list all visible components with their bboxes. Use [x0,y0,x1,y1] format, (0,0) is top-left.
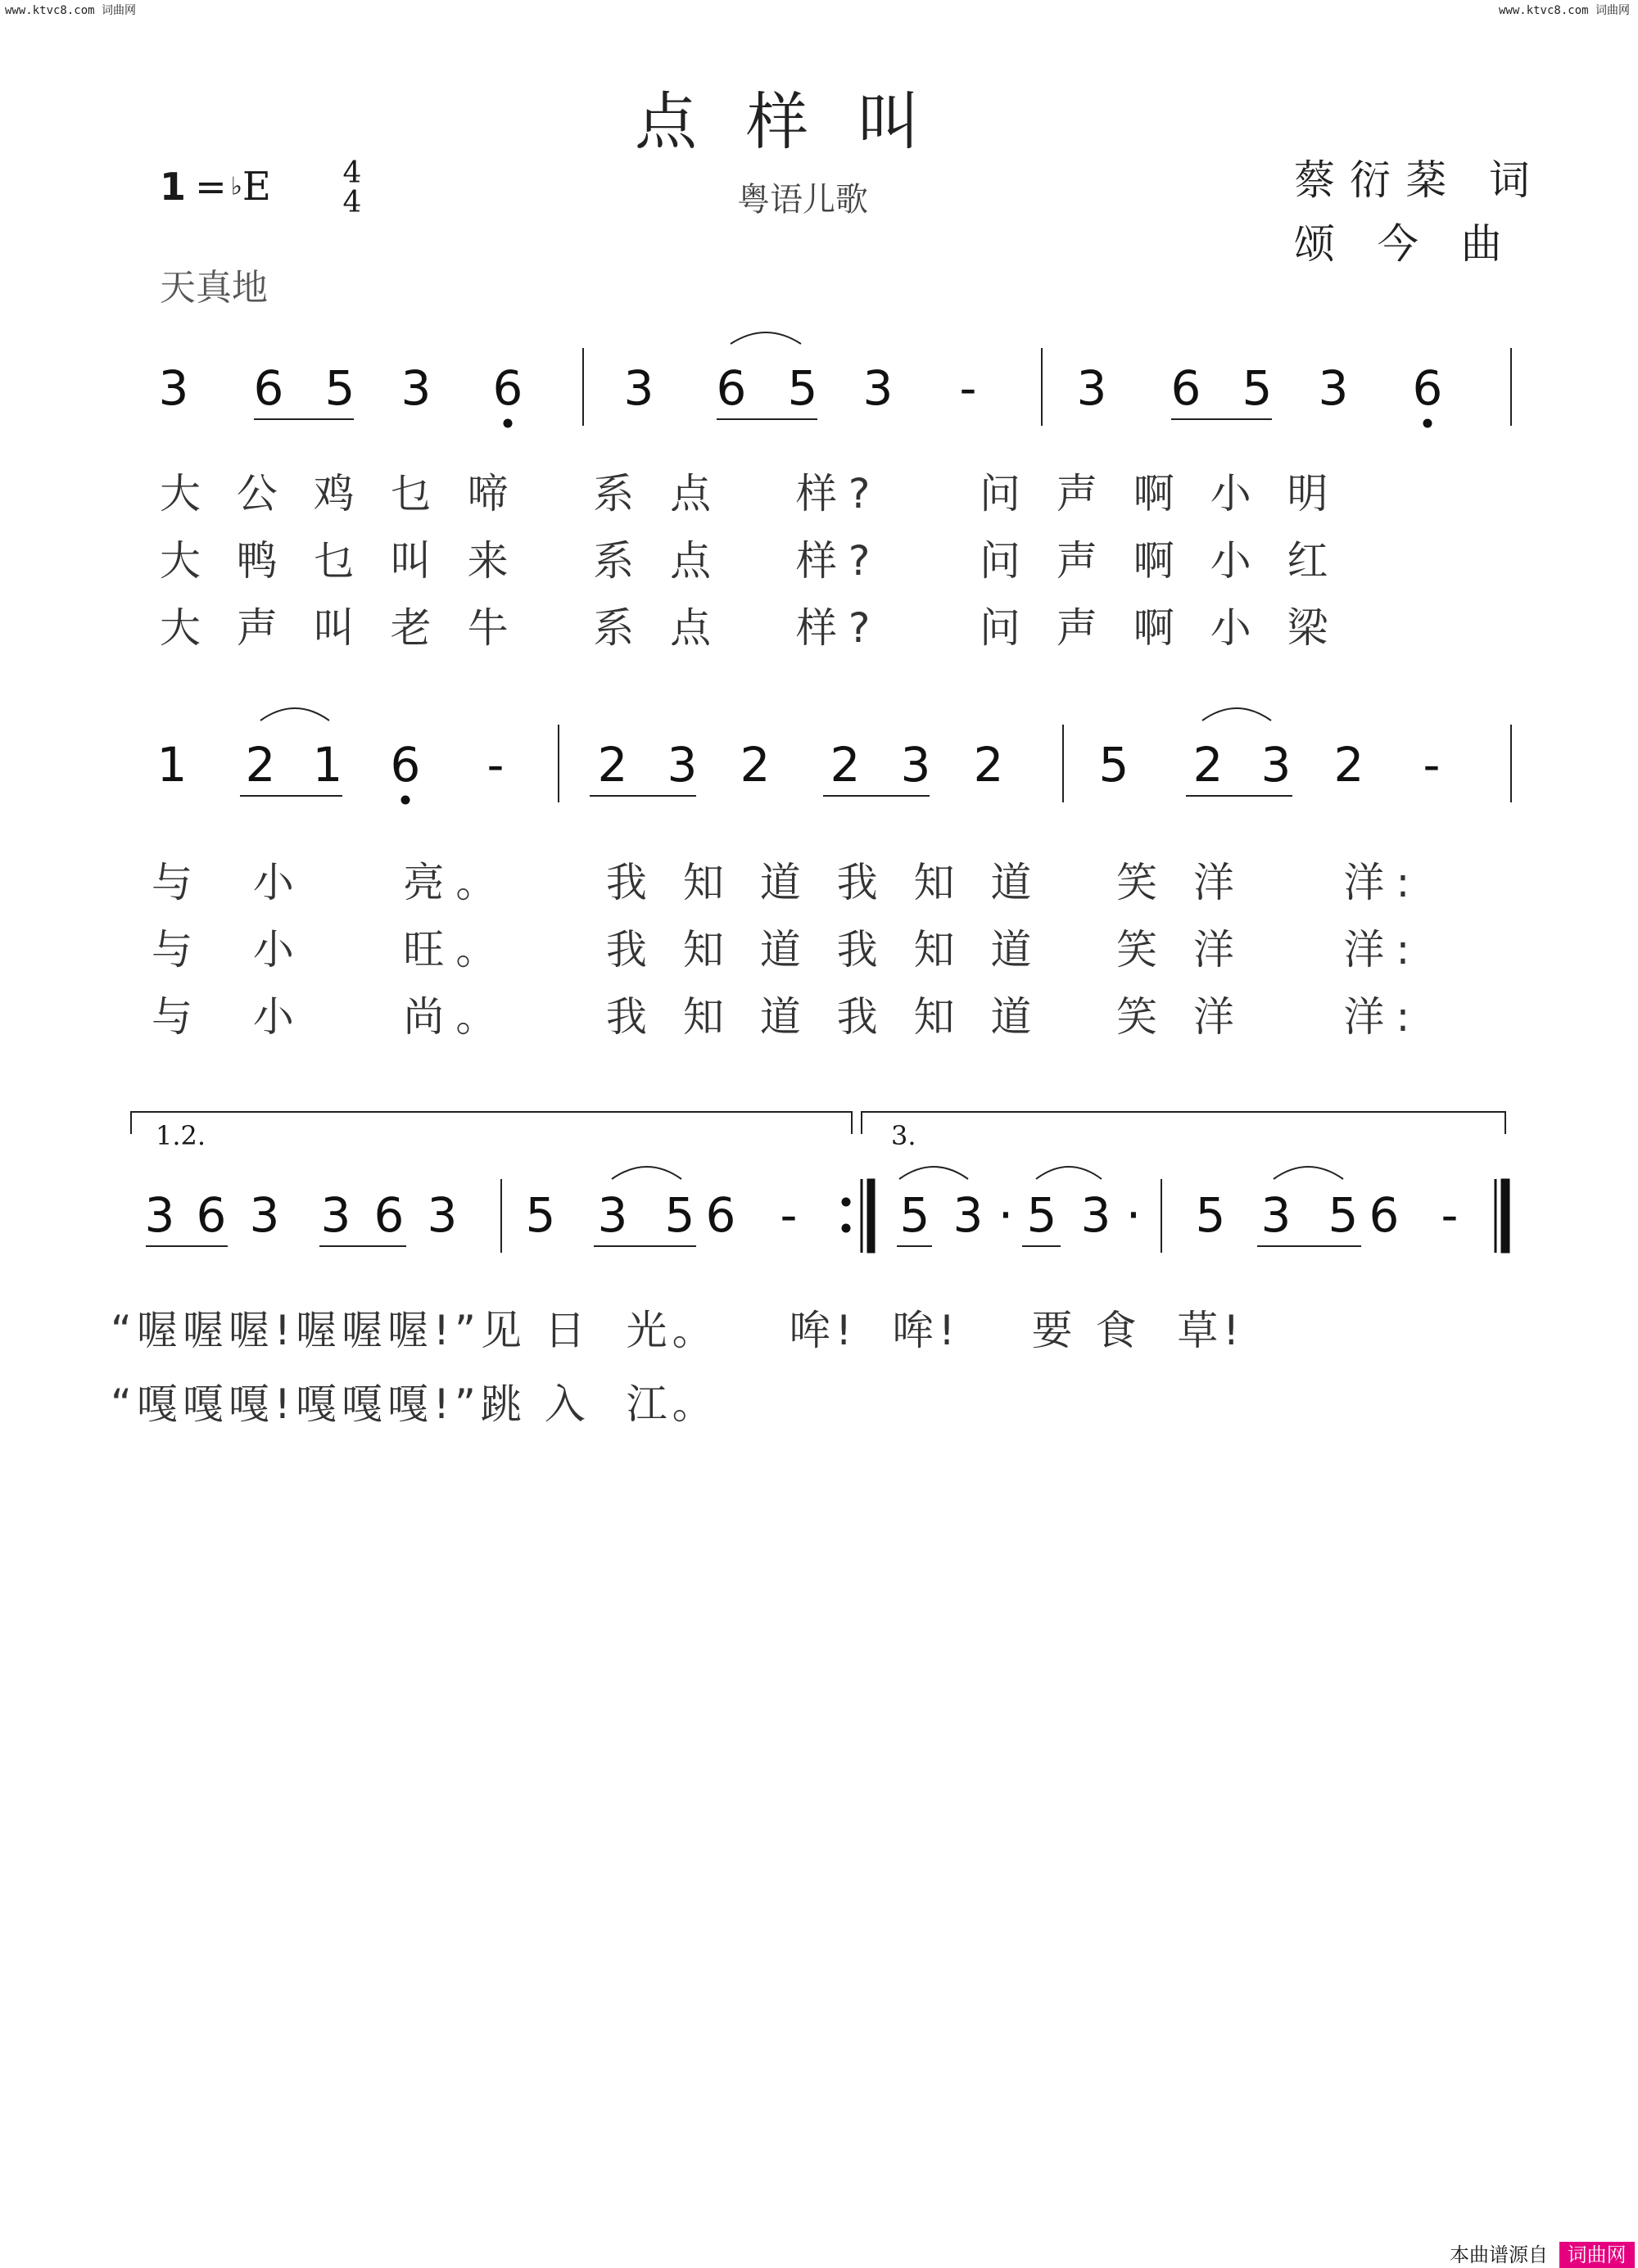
note: 6 [1369,1187,1400,1243]
slur [260,708,329,721]
note: 6 [373,1187,405,1243]
note: 5 [1242,360,1273,416]
note: 3 [667,737,698,793]
note: 5 [787,360,818,416]
note: 5 [664,1187,695,1243]
tempo-marking: 天真地 [160,267,268,309]
time-signature-top: 4 [342,156,362,190]
song-subtitle: 粤语儿歌 [737,181,868,219]
lyric-line: “喔喔喔!喔喔喔!”见 日 光。 哞! 哞! 要 食 草! [111,1307,1245,1354]
note: 2 [830,737,861,793]
note: 5 [1026,1187,1057,1243]
repeat-end-thick-line [867,1179,875,1253]
note: 6 [253,360,284,416]
repeat-dot [842,1198,850,1206]
slur [612,1167,681,1179]
note: 2 [597,737,628,793]
lyric-line: 与 小 旺。 我 知 道 我 知 道 笑 洋 洋: [152,926,1422,974]
note: 6 [716,360,747,416]
key-equals: = [195,165,227,209]
dash: - [780,1187,798,1243]
slur [899,1167,968,1179]
lyric-line: 大 鸭 乜 叫 来 系 点 样? 问 声 啊 小 红 [160,537,1340,585]
volta-bracket-1 [131,1112,852,1134]
lyric-line: “嘎嘎嘎!嘎嘎嘎!”跳 入 江。 [111,1380,718,1428]
note: 1 [156,737,188,793]
dot: · [1125,1187,1142,1243]
note: 5 [324,360,355,416]
slur [731,332,801,344]
repeat-dot [842,1224,850,1232]
low-octave-dot [1423,419,1432,427]
slur [1274,1167,1343,1179]
note: 3 [1080,1187,1111,1243]
note: 6 [705,1187,736,1243]
site-url-right[interactable]: www.ktvc8.com 词曲网 [1498,4,1630,17]
volta-label-2: 3. [891,1120,916,1151]
note: 6 [390,737,421,793]
flat-icon: ♭ [230,172,242,201]
low-octave-dot [401,796,410,804]
site-url-left[interactable]: www.ktvc8.com 词曲网 [5,4,137,17]
note: 3 [623,360,654,416]
low-octave-dot [504,419,512,427]
note: 3 [249,1187,280,1243]
note: 3 [900,737,931,793]
note: 3 [1260,737,1292,793]
note: 2 [1192,737,1224,793]
note: 3 [952,1187,984,1243]
note: 2 [245,737,276,793]
key-tonic: 1 [160,165,187,209]
note: 3 [862,360,894,416]
note: 5 [1328,1187,1359,1243]
dash: - [1441,1187,1459,1243]
note: 6 [1170,360,1201,416]
note: 3 [144,1187,175,1243]
note: 3 [1260,1187,1292,1243]
note: 2 [973,737,1004,793]
volta-label-1: 1.2. [156,1120,206,1151]
dash: - [1423,737,1441,793]
final-thick-line [1501,1179,1509,1253]
slur [1036,1167,1102,1179]
time-signature-bottom: 4 [342,186,362,219]
note: 3 [400,360,432,416]
volta-bracket-2 [862,1112,1505,1134]
dash: - [486,737,505,793]
lyric-line: 与 小 亮。 我 知 道 我 知 道 笑 洋 洋: [152,859,1422,906]
note: 6 [492,360,523,416]
note: 3 [1318,360,1349,416]
footer-source-label: 本曲谱源自 [1450,2243,1548,2266]
note: 5 [1195,1187,1226,1243]
footer-source[interactable] [1450,2239,1635,2267]
composer-credit: 颂 今 曲 [1294,220,1517,268]
lyric-line: 大 声 叫 老 牛 系 点 样? 问 声 啊 小 梁 [160,604,1340,652]
note: 3 [427,1187,458,1243]
dash: - [959,360,977,416]
lyric-line: 大 公 鸡 乜 啼 系 点 样? 问 声 啊 小 明 [160,470,1340,517]
dot: · [998,1187,1014,1243]
note: 6 [196,1187,227,1243]
song-title: 点样叫 [635,85,969,158]
slur [1202,708,1271,721]
note: 3 [320,1187,351,1243]
note: 3 [597,1187,628,1243]
note: 5 [1098,737,1129,793]
key-letter: E [242,164,271,210]
footer-brand[interactable]: 词曲网 [1559,2242,1635,2268]
note: 3 [158,360,189,416]
note: 5 [525,1187,556,1243]
note: 3 [1076,360,1107,416]
lyric-line: 与 小 尚。 我 知 道 我 知 道 笑 洋 洋: [152,993,1422,1041]
note: 5 [899,1187,930,1243]
lyricist-credit: 蔡衍棻 词 [1294,156,1545,204]
note: 1 [312,737,343,793]
note: 2 [1333,737,1364,793]
note: 2 [740,737,771,793]
note: 6 [1412,360,1443,416]
